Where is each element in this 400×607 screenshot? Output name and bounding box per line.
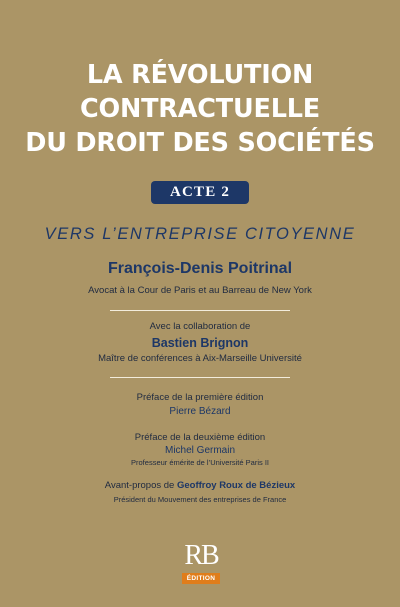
preface-second-name: Michel Germain (164, 445, 236, 456)
foreword-name: Geoffroy Roux de Bézieux (176, 480, 296, 491)
author-role: Avocat à la Cour de Paris et au Barreau de New York (88, 285, 312, 296)
collaboration-intro: Avec la collaboration de (149, 321, 251, 332)
publisher-logo-letters: RB (184, 540, 218, 571)
collaborator-role: Maître de conférences à Aix-Marseille Université (98, 353, 302, 364)
divider-bottom (110, 377, 290, 378)
preface-first-name: Pierre Bézard (169, 406, 231, 417)
divider-top (110, 310, 290, 311)
foreword-role: Président du Mouvement des entreprises de France (113, 495, 287, 504)
title-line-3: DU DROIT DES SOCIÉTÉS (25, 128, 375, 158)
author-name: François-Denis Poitrinal (107, 260, 293, 277)
preface-second-role: Professeur émérite de l’Université Paris II (131, 458, 269, 467)
foreword-line (0, 480, 400, 491)
act-badge: ACTE 2 (151, 181, 249, 204)
title-line-2: CONTRACTUELLE (79, 94, 321, 124)
publisher-logo (179, 541, 223, 587)
book-title (0, 58, 400, 160)
book-subtitle: VERS L’ENTREPRISE CITOYENNE (44, 225, 356, 243)
title-line-1: LA RÉVOLUTION (86, 60, 314, 90)
foreword-intro: Avant-propos de (104, 480, 175, 491)
preface-second-intro: Préface de la deuxième édition (134, 432, 266, 443)
preface-first-intro: Préface de la première édition (136, 392, 264, 403)
collaborator-name: Bastien Brignon (151, 336, 249, 350)
publisher-logo-tag: ÉDITION (182, 573, 220, 584)
